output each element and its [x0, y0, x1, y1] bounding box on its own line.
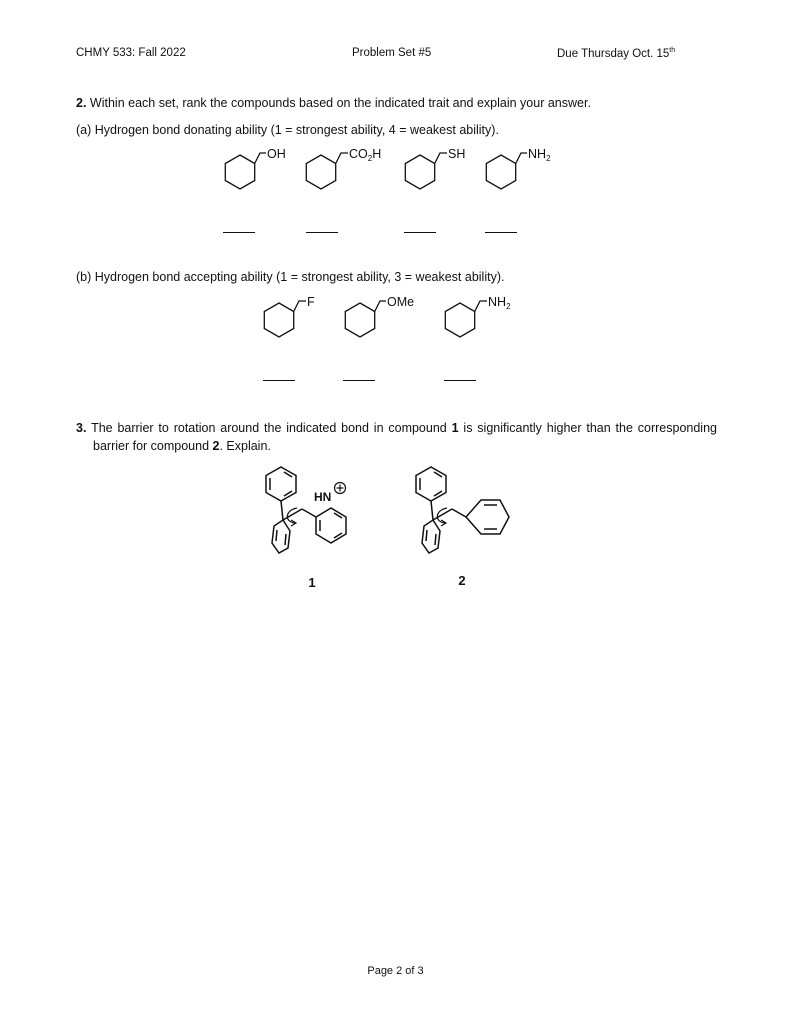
- q3-compound-ref-2: 2: [212, 439, 220, 453]
- cyclohexylamine-structure-a: [486, 153, 527, 189]
- substituent-oh: OH: [267, 147, 286, 161]
- problem-set-title: Problem Set #5: [352, 47, 432, 59]
- page-number: Page 2 of 3: [367, 965, 424, 977]
- fluorocyclohexane-structure: [264, 301, 306, 337]
- substituent-nh2-a: $NH_2$: [528, 147, 551, 163]
- q3-text-1: The barrier to rotation around the indicated bond in compound: [91, 421, 447, 435]
- q3-text-2: is significantly higher than the corresponding barrier for compound: [93, 421, 717, 453]
- q2-part-a: (a) Hydrogen bond donating ability (1 = strongest ability, 4 = weakest ability).: [76, 123, 499, 137]
- cyclohexanol-structure: [225, 153, 266, 189]
- due-date-suffix: th: [669, 47, 676, 54]
- q3-number: 3.: [76, 421, 87, 435]
- q3-text-3: . Explain.: [219, 439, 271, 453]
- q2-part-b: (b) Hydrogen bond accepting ability (1 = strongest ability, 3 = weakest ability).: [76, 270, 505, 284]
- compound-2-label: 2: [458, 573, 466, 588]
- pyridinium-nh-label: HN: [314, 490, 332, 504]
- substituent-co2h: $CO_2H$: [349, 147, 382, 163]
- substituent-f: F: [307, 295, 315, 309]
- q3-compound-ref-1: 1: [451, 421, 459, 435]
- cyclohexanecarboxylic-acid-structure: [306, 153, 348, 189]
- cyclohexanethiol-structure: [405, 153, 447, 189]
- q2-number: 2.: [76, 96, 87, 110]
- compound-1-label: 1: [308, 575, 316, 590]
- methoxycyclohexane-structure: [345, 301, 386, 337]
- substituent-ome: OMe: [387, 295, 415, 309]
- q2-prompt-text: Within each set, rank the compounds based on the indicated trait and explain your answer.: [89, 96, 591, 110]
- substituent-sh: SH: [448, 147, 466, 161]
- compound-1-structure: [266, 467, 346, 553]
- cyclohexylamine-structure-b: [445, 301, 487, 337]
- due-date-text: Due Thursday Oct. 15: [557, 47, 670, 60]
- course-title: CHMY 533: Fall 2022: [76, 47, 186, 59]
- substituent-nh2-b: $NH_2$: [488, 295, 511, 311]
- compound-2-structure: [416, 467, 509, 553]
